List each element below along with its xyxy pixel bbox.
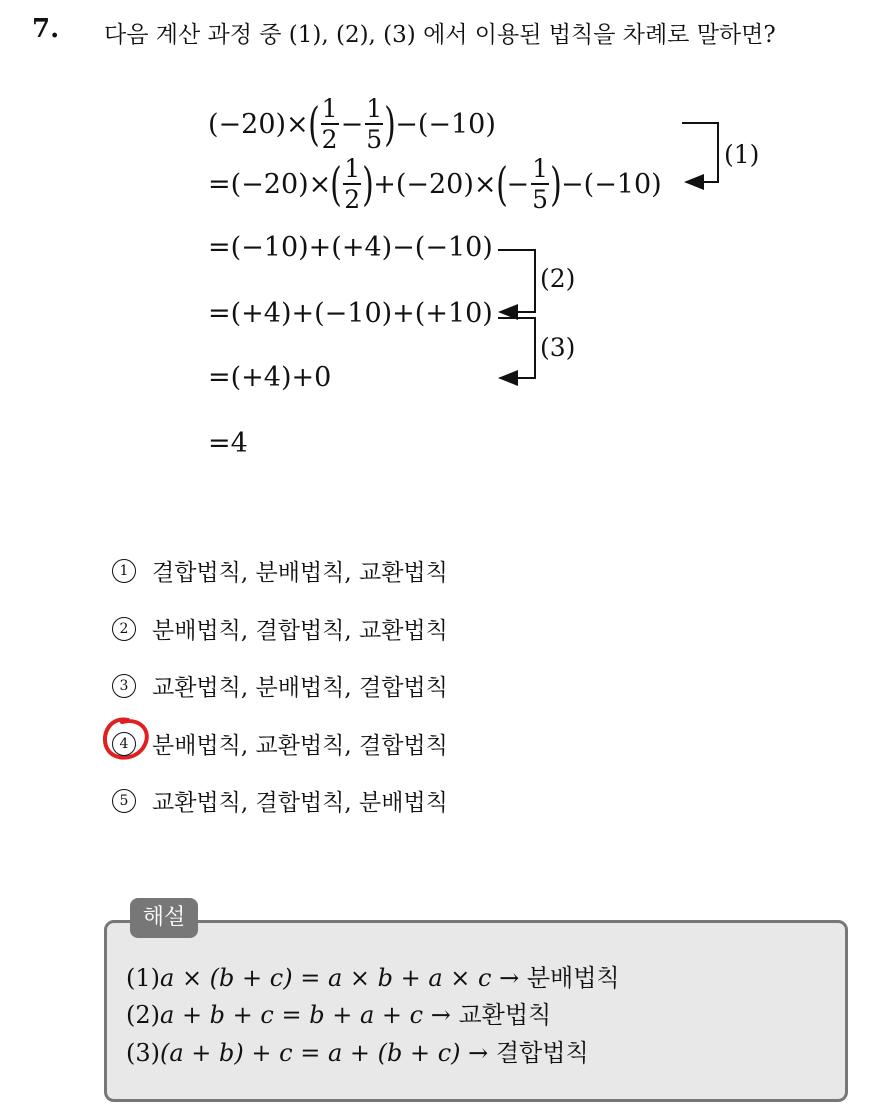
explanation-tag: 해설 — [130, 898, 198, 938]
choice-2[interactable] — [112, 612, 448, 645]
explanation-prefix: (2) — [126, 1001, 160, 1029]
choice-1[interactable] — [112, 554, 448, 587]
fraction-denominator: 2 — [321, 125, 338, 154]
choice-text: 분배법칙, 결합법칙, 교환법칙 — [152, 618, 448, 644]
choice-text: 결합법칙, 분배법칙, 교환법칙 — [152, 560, 448, 586]
step-1-part-b: − — [340, 108, 364, 140]
choice-number: 1 — [112, 559, 136, 583]
explanation-law: 교환법칙 — [458, 1001, 552, 1029]
choice-number: 5 — [112, 789, 136, 813]
fraction-numerator: 1 — [321, 94, 338, 123]
explanation-formula: a + b + c = b + a + c — [160, 1001, 424, 1029]
left-paren: ( — [495, 157, 508, 211]
choice-text: 분배법칙, 교환법칙, 결합법칙 — [152, 733, 448, 759]
question-number: 7. — [32, 14, 60, 44]
question-text: 다음 계산 과정 중 (1), (2), (3) 에서 이용된 법칙을 차례로 말하면? — [104, 22, 776, 48]
explanation-formula: (a + b) + c = a + (b + c) — [160, 1039, 461, 1067]
step-1-part-c: −(−10) — [395, 108, 496, 140]
step-label-1: (1) — [724, 140, 760, 169]
fraction-numerator: 1 — [344, 154, 361, 183]
step-line-3: =(−10)+(+4)−(−10) — [208, 232, 493, 263]
right-paren: ) — [550, 157, 562, 211]
step-label-3: (3) — [540, 333, 576, 362]
explanation-prefix: (1) — [126, 964, 160, 992]
explanation-formula: a × (b + c) = a × b + a × c — [160, 964, 492, 992]
step-line-5: =(+4)+0 — [208, 362, 332, 393]
step-2-part-b: +(−20)× — [373, 168, 497, 200]
step-2-part-c: − — [506, 168, 530, 200]
choice-5[interactable] — [112, 784, 448, 817]
explanation-law: 결합법칙 — [495, 1039, 589, 1067]
fraction-numerator: 1 — [532, 154, 549, 183]
arrow-icon: → — [499, 964, 520, 992]
choice-text: 교환법칙, 결합법칙, 분배법칙 — [152, 790, 448, 816]
choice-number: 3 — [112, 674, 136, 698]
explanation-line-1 — [126, 958, 620, 993]
right-paren: ) — [362, 157, 375, 211]
step-1-part-a: (−20)× — [208, 108, 309, 140]
fraction-denominator: 5 — [532, 185, 549, 214]
step-2-part-a: =(−20)× — [208, 168, 332, 200]
explanation-line-3 — [126, 1033, 589, 1068]
fraction-denominator: 2 — [344, 185, 361, 214]
choice-3[interactable] — [112, 669, 448, 702]
arrow-step-1 — [682, 123, 718, 182]
explanation-line-2 — [126, 995, 551, 1030]
left-paren: ( — [307, 97, 320, 151]
arrow-icon: → — [468, 1039, 489, 1067]
fraction-denominator: 5 — [366, 125, 383, 154]
step-line-6: =4 — [208, 428, 248, 459]
choice-number: 2 — [112, 617, 136, 641]
right-paren: ) — [384, 97, 397, 151]
choice-text: 교환법칙, 분배법칙, 결합법칙 — [152, 675, 448, 701]
arrow-step-2 — [498, 250, 535, 312]
arrow-step-3 — [498, 318, 535, 378]
explanation-law: 분배법칙 — [526, 964, 620, 992]
fraction-numerator: 1 — [366, 94, 383, 123]
choice-4[interactable] — [112, 727, 448, 760]
explanation-prefix: (3) — [126, 1039, 160, 1067]
step-2-part-d: −(−10) — [561, 168, 662, 200]
step-line-4: =(+4)+(−10)+(+10) — [208, 298, 493, 329]
choice-number: 4 — [112, 732, 136, 756]
arrow-icon: → — [430, 1001, 451, 1029]
step-label-2: (2) — [540, 264, 576, 293]
left-paren: ( — [330, 157, 343, 211]
